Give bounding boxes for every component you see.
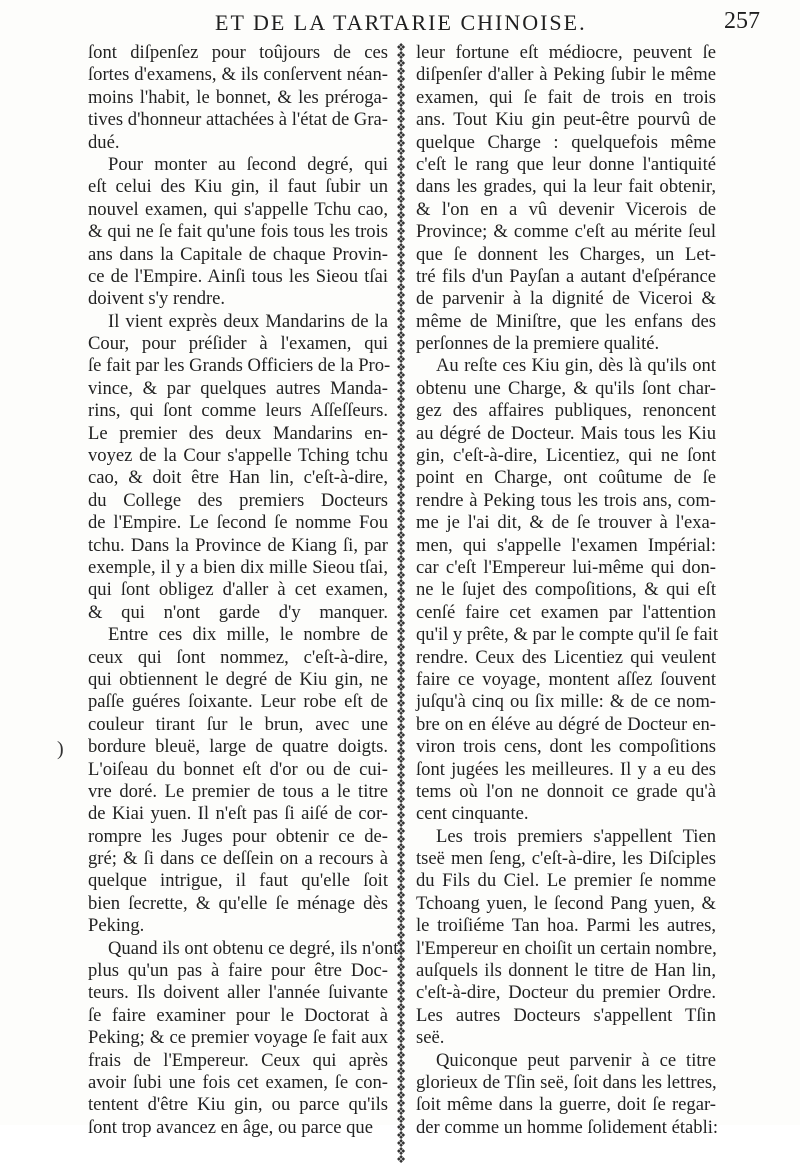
text-line: men, qui s'appelle l'examen Impérial: — [416, 534, 716, 556]
text-line: & l'on en a vû devenir Vicerois de — [416, 198, 716, 220]
margin-mark: ) — [57, 738, 64, 760]
text-line: vre doré. Le premier de tous a le titre — [88, 780, 388, 802]
text-line: ſont trop avancez en âge, ou parce que — [88, 1116, 373, 1138]
text-line: l'Empereur en choiſit un certain nombre, — [416, 937, 717, 959]
text-line: bre on en éléve au dégré de Docteur en- — [416, 713, 716, 735]
text-line: ce de l'Empire. Ainſi tous les Sieou tſai — [88, 265, 388, 287]
text-line: Cour, pour préſider à l'examen, qui — [88, 333, 388, 355]
text-line: Au reſte ces Kiu gin, dès là qu'ils ont — [436, 355, 716, 377]
text-line: ceux qui ſont nommez, c'eſt-à-dire, — [88, 646, 388, 668]
text-line: tems où l'on ne donnoit ce grade qu'à — [416, 780, 716, 802]
text-line: ſont diſpenſez pour toûjours de ces — [88, 42, 388, 63]
text-line: rendre. Ceux des Licentiez qui veulent — [416, 646, 716, 668]
text-line: Les autres Docteurs s'appellent Tſin — [416, 1004, 716, 1026]
left-column — [88, 42, 399, 1139]
text-line: qui ſont obligez d'aller à cet examen, — [88, 579, 388, 601]
text-line: teurs. Ils doivent aller l'année ſuivante — [88, 982, 388, 1004]
text-line: diſpenſer d'aller à Peking ſubir le même — [416, 64, 716, 86]
text-line: qu'il y prête, & par le compte qu'il ſe fait — [416, 624, 719, 646]
text-line: c'eſt-à-dire, Docteur du premier Ordre. — [416, 982, 716, 1004]
text-line: gin, c'eſt-à-dire, Licentiez, qui ne ſont — [416, 445, 716, 467]
text-line: examen, qui ſe fait de trois en trois — [416, 86, 716, 108]
text-line: eſt celui des Kiu gin, il faut ſubir un — [88, 176, 388, 198]
text-line: doivent s'y rendre. — [88, 288, 226, 310]
text-line: moins l'habit, le bonnet, & les préroga- — [88, 86, 388, 108]
text-line: Quand ils ont obtenu ce degré, ils n'ont — [108, 937, 399, 959]
text-line: me je l'ai dit, & de ſe trouver à l'exa- — [416, 512, 716, 534]
text-line: gré; & ſi dans ce deſſein on a recours à — [88, 848, 388, 870]
text-line: du College des premiers Docteurs — [88, 489, 388, 511]
text-line: tentent d'être Kiu gin, ou parce qu'ils — [88, 1094, 388, 1116]
text-line: cao, & doit être Han lin, c'eſt-à-dire, — [88, 467, 388, 489]
text-line: glorieux de Tſin seë, ſoit dans les lettres, — [416, 1071, 717, 1093]
text-line: rompre les Juges pour obtenir ce de- — [88, 825, 388, 847]
text-line: Peking; & ce premier voyage ſe fait aux — [88, 1027, 388, 1049]
text-line: c'eſt le rang que leur donne l'antiquité — [416, 153, 716, 175]
text-line: ſe faire examiner pour le Doctorat à — [88, 1004, 388, 1026]
text-line: Le premier des deux Mandarins en- — [88, 422, 388, 444]
running-head-title: ET DE LA TARTARIE CHINOISE. — [215, 10, 587, 35]
text-line: vince, & par quelques autres Manda- — [88, 377, 388, 399]
text-line: Tchoang yuen, le ſecond Pang yuen, & — [416, 892, 716, 914]
text-line: juſqu'à cinq ou ſix mille: & de ce nom- — [416, 691, 716, 713]
text-line: leur fortune eſt médiocre, peuvent ſe — [416, 42, 716, 63]
text-line: faire ce voyage, montent aſſez ſouvent — [416, 668, 716, 690]
text-line: de parvenir à la dignité de Viceroi & — [416, 288, 716, 310]
text-line: plus qu'un pas à faire pour être Doc- — [88, 960, 388, 982]
text-line: Quiconque peut parvenir à ce titre — [436, 1049, 716, 1071]
text-line: ans dans la Capitale de chaque Provin- — [88, 243, 388, 265]
text-line: bordure bleuë, large de quatre doigts. — [88, 736, 388, 758]
text-line: du Fils du Ciel. Le premier ſe nomme — [416, 870, 716, 892]
text-line: ſoit même dans la guerre, doit ſe regar- — [416, 1094, 716, 1116]
text-line: gez des affaires publiques, renoncent — [416, 400, 716, 422]
text-line: viron trois cens, dont les compoſitions — [416, 736, 716, 758]
text-line: le troiſiéme Tan hoa. Parmi les autres, — [416, 915, 716, 937]
text-line: Peking. — [88, 915, 145, 937]
text-line: cenſé faire cet examen par l'attention — [416, 601, 716, 623]
text-line: point en Charge, ont coûtume de ſe — [416, 467, 716, 489]
text-line: nouvel examen, qui s'appelle Tchu cao, — [88, 198, 388, 220]
text-line: ſortes d'examens, & ils conſervent néan- — [88, 64, 388, 86]
text-line: cent cinquante. — [416, 803, 529, 825]
text-line: ſe fait par les Grands Officiers de la Pro- — [88, 355, 391, 377]
text-line: ans. Tout Kiu gin peut-être pourvû de — [416, 109, 716, 131]
text-line: avoir ſubi une fois cet examen, ſe con- — [88, 1071, 388, 1093]
text-line: dué. — [88, 131, 120, 153]
text-line: tives d'honneur attachées à l'état de Gra- — [88, 109, 388, 131]
text-line: de Kiai yuen. Il n'eſt pas ſi aiſé de cor- — [88, 803, 388, 825]
text-line: auſquels ils donnent le titre de Han lin, — [416, 960, 716, 982]
text-line: paſſe guéres ſoixante. Leur robe eſt de — [88, 691, 388, 713]
text-line: tré fils d'un Payſan a autant d'eſpérance — [416, 265, 716, 287]
text-line: & qui n'ont garde d'y manquer. — [88, 601, 388, 623]
text-line: Les trois premiers s'appellent Tien — [436, 825, 716, 847]
text-line: bien ſecrette, & qu'elle ſe ménage dès — [88, 892, 388, 914]
text-line: qui obtiennent le degré de Kiu gin, ne — [88, 668, 388, 690]
text-line: obtenu une Charge, & qu'ils ſont char- — [416, 377, 716, 399]
text-line: Pour monter au ſecond degré, qui — [108, 153, 388, 175]
text-line: tseë men ſeng, c'eſt-à-dire, les Diſciples — [416, 848, 716, 870]
running-head — [0, 8, 800, 38]
text-line: car c'eſt l'Empereur lui-même qui don- — [416, 556, 716, 578]
text-line: quelque intrigue, il faut qu'elle ſoit — [88, 870, 388, 892]
text-line: exemple, il y a bien dix mille Sieou tſai, — [88, 556, 388, 578]
text-line: Entre ces dix mille, le nombre de — [108, 624, 388, 646]
text-line: Province; & comme c'eſt au mérite ſeul — [416, 221, 716, 243]
text-line: rins, qui ſont comme leurs Aſſeſſeurs. — [88, 400, 388, 422]
text-line: de l'Empire. Le ſecond ſe nomme Fou — [88, 512, 388, 534]
text-line: tchu. Dans la Province de Kiang ſi, par — [88, 534, 388, 556]
text-line: même de Miniſtre, que les enfans des — [416, 310, 716, 332]
text-line: frais de l'Empereur. Ceux qui après — [88, 1049, 388, 1071]
text-line: voyez de la Cour s'appelle Tching tchu — [88, 445, 388, 467]
text-line: seë. — [416, 1027, 445, 1049]
text-line: perſonnes de la premiere qualité. — [416, 333, 660, 355]
text-line: der comme un homme ſolidement établi: — [416, 1116, 719, 1138]
text-line: couleur tirant ſur le brun, avec une — [88, 713, 388, 735]
text-line: & qui ne ſe fait qu'une fois tous les trois — [88, 221, 388, 243]
right-column — [416, 42, 719, 1139]
text-line: quelque Charge : quelquefois même — [416, 131, 716, 153]
text-line: rendre à Peking tous les trois ans, com- — [416, 489, 716, 511]
text-line: que ſe donnent les Charges, un Let- — [416, 243, 716, 265]
page-number: 257 — [724, 8, 760, 34]
ornamental-column-separator: ❖ ❖ ❖ ❖ ❖ ❖ ❖ ❖ ❖ ❖ ❖ ❖ ❖ ❖ ❖ ❖ ❖ ❖ ❖ ❖ ❖ ❖ ❖ ❖ ❖ ❖ ❖ ❖ ❖ ❖ ❖ ❖ ❖ ❖ ❖ ❖ ❖ ❖ ❖ ❖ ❖ ❖ ❖ ❖ ❖ ❖ ❖ ❖ ❖ ❖ ❖ ❖ ❖ ❖ ❖ ❖ ❖ ❖ ❖ ❖ ❖ ❖ ❖ ❖ ❖ ❖ ❖ ❖ ❖ ❖ ❖ ❖ ❖ ❖ ❖ ❖ ❖ ❖ ❖ ❖ ❖ ❖ ❖ ❖ ❖ ❖ ❖ ❖ ❖ ❖ ❖ ❖ ❖ ❖ ❖ ❖ ❖ ❖ ❖ ❖ ❖ ❖ ❖ ❖ ❖ ❖ ❖ ❖ ❖ ❖ ❖ ❖ ❖ ❖ ❖ ❖ ❖ ❖ ❖ ❖ ❖ ❖ ❖ ❖ ❖ ❖ ❖ ❖ ❖ ❖ ❖ ❖ ❖ ❖ ❖ ❖ ❖ ❖ ❖ ❖ — [396, 41, 406, 1166]
text-line: L'oiſeau du bonnet eſt d'or ou de cui- — [88, 758, 388, 780]
text-line: dans les grades, qui la leur fait obtenir, — [416, 176, 716, 198]
text-line: Il vient exprès deux Mandarins de la — [108, 310, 388, 332]
text-line: ne le ſujet des compoſitions, & qui eſt — [416, 579, 716, 601]
text-line: ſont jugées les meilleures. Il y a eu des — [416, 758, 716, 780]
text-line: au dégré de Docteur. Mais tous les Kiu — [416, 422, 716, 444]
